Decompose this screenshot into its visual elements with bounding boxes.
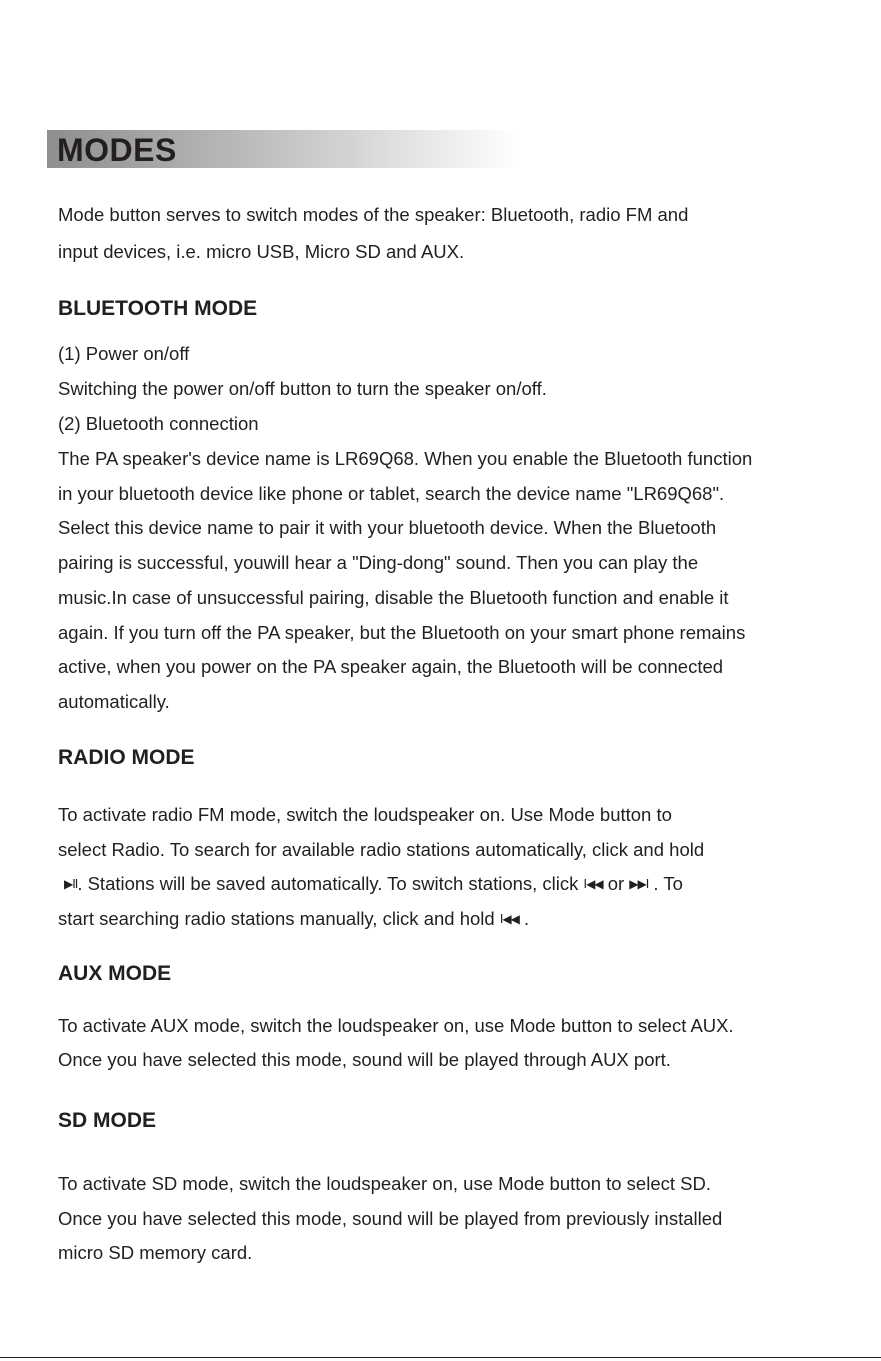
- play-pause-icon: ▶II: [64, 877, 78, 891]
- aux-line: Once you have selected this mode, sound will be played through AUX port.: [58, 1049, 671, 1070]
- bluetooth-line: The PA speaker's device name is LR69Q68. When you enable the Bluetooth function: [58, 448, 753, 469]
- radio-line-1: To activate radio FM mode, switch the loudspeaker on. Use Mode button to: [58, 804, 672, 825]
- bluetooth-line: automatically.: [58, 691, 170, 712]
- radio-line-2: select Radio. To search for available radio stations automatically, click and hold: [58, 839, 705, 860]
- sd-line: Once you have selected this mode, sound will be played from previously installed: [58, 1208, 723, 1229]
- radio-line-4-text-a: start searching radio stations manually, click and hold: [58, 908, 495, 929]
- bluetooth-line: (2) Bluetooth connection: [58, 413, 259, 434]
- sd-heading: SD MODE: [58, 1109, 157, 1132]
- bluetooth-line: Switching the power on/off button to turn the speaker on/off.: [58, 378, 547, 399]
- bottom-divider: [0, 1357, 881, 1358]
- sd-line: micro SD memory card.: [58, 1242, 253, 1263]
- radio-line-3: [64, 872, 683, 896]
- bluetooth-line: again. If you turn off the PA speaker, but the Bluetooth on your smart phone remains: [58, 622, 746, 643]
- radio-line-4-text-b: .: [523, 908, 530, 929]
- page-title: MODES: [57, 132, 177, 168]
- sd-line: To activate SD mode, switch the loudspeaker on, use Mode button to select SD.: [58, 1173, 711, 1194]
- bluetooth-line: active, when you power on the PA speaker again, the Bluetooth will be connected: [58, 656, 724, 677]
- radio-line-3-text-b: or: [607, 873, 625, 894]
- intro-line-1: Mode button serves to switch modes of the speaker: Bluetooth, radio FM and: [58, 204, 689, 225]
- aux-line: To activate AUX mode, switch the loudspeaker on, use Mode button to select AUX.: [58, 1015, 734, 1036]
- bluetooth-line: (1) Power on/off: [58, 343, 190, 364]
- previous-icon: I◀◀: [583, 877, 603, 891]
- bluetooth-line: music.In case of unsuccessful pairing, disable the Bluetooth function and enable it: [58, 587, 729, 608]
- previous-icon: I◀◀: [499, 912, 519, 926]
- radio-line-3-text-a: . Stations will be saved automatically. To switch stations, click: [77, 873, 579, 894]
- radio-heading: RADIO MODE: [58, 746, 195, 769]
- radio-line-4: [58, 907, 529, 931]
- intro-line-2: input devices, i.e. micro USB, Micro SD and AUX.: [58, 241, 465, 262]
- next-icon: ▶▶I: [629, 877, 649, 891]
- bluetooth-heading: BLUETOOTH MODE: [58, 297, 258, 320]
- modes-title-bar: [47, 130, 517, 168]
- aux-heading: AUX MODE: [58, 962, 172, 985]
- bluetooth-line: pairing is successful, youwill hear a "Ding-dong" sound. Then you can play the: [58, 552, 699, 573]
- radio-line-3-text-c: . To: [653, 873, 683, 894]
- bluetooth-line: Select this device name to pair it with your bluetooth device. When the Bluetooth: [58, 517, 717, 538]
- bluetooth-line: in your bluetooth device like phone or tablet, search the device name "LR69Q68".: [58, 483, 725, 504]
